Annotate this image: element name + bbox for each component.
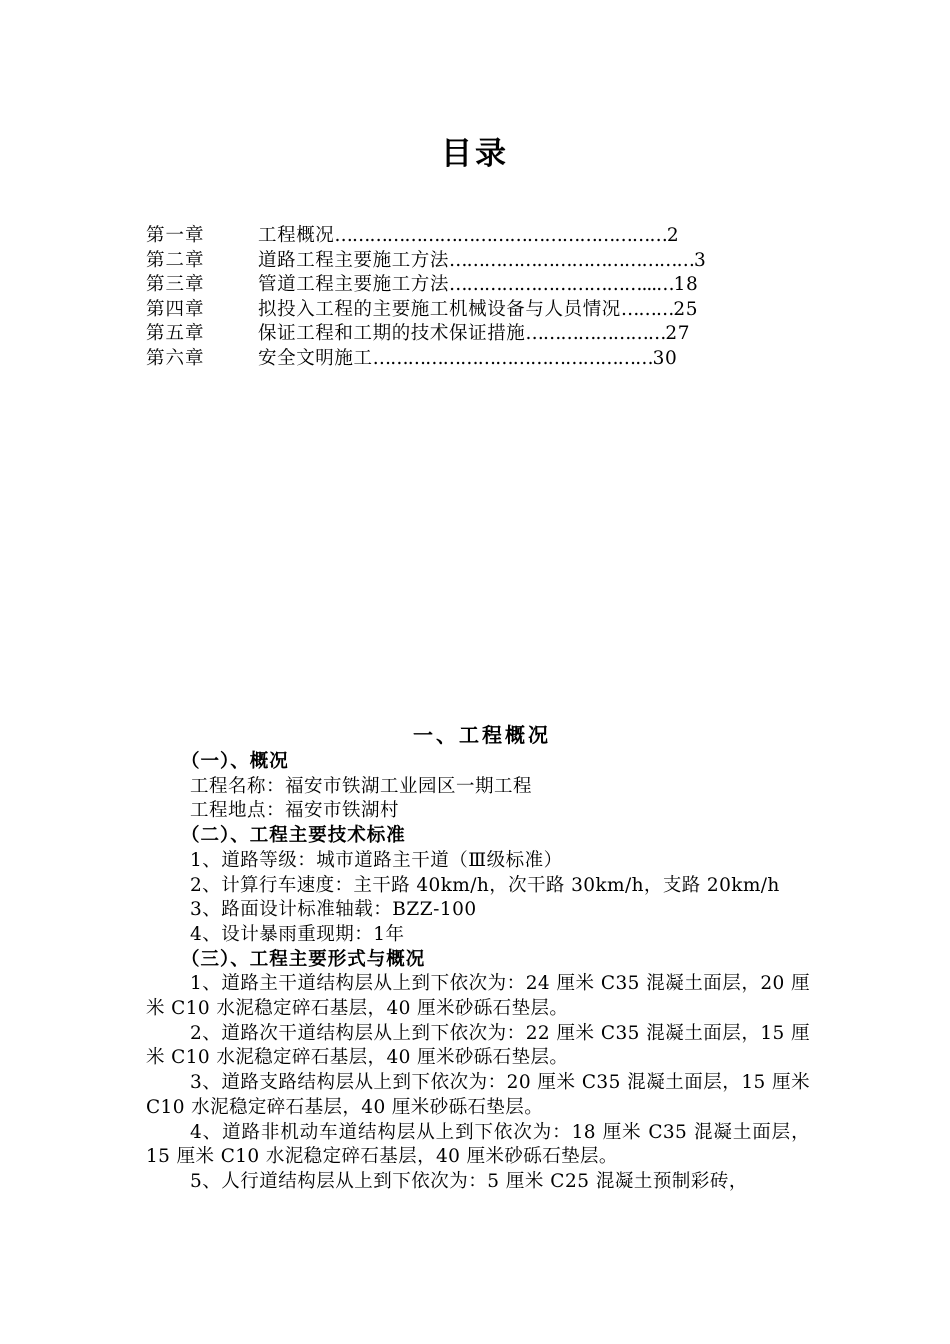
toc-page-number: 30: [652, 347, 678, 369]
structure-item: 2、道路次干道结构层从上到下依次为：22 厘米 C35 混凝土面层，15 厘米 C10 水泥稳定碎石基层，40 厘米砂砾石垫层。: [146, 1022, 810, 1069]
table-of-contents: [146, 224, 806, 372]
toc-page-number: 25: [673, 298, 699, 320]
toc-chapter-label: 第四章: [146, 298, 205, 320]
toc-entry-title: 道路工程主要施工方法: [258, 249, 450, 271]
toc-leader-dots: …………………………………………: [372, 347, 653, 369]
toc-entry[interactable]: [146, 322, 806, 347]
project-location: 工程地点：福安市铁湖村: [190, 800, 400, 822]
toc-entry[interactable]: [146, 347, 806, 372]
toc-entry-title: 保证工程和工期的技术保证措施: [258, 323, 526, 345]
standard-item: 4、设计暴雨重现期：1年: [190, 923, 405, 945]
toc-leader-dots: ……………………: [525, 323, 666, 345]
project-name: 工程名称：福安市铁湖工业园区一期工程: [190, 775, 533, 797]
toc-entry-title: 安全文明施工: [258, 347, 373, 369]
toc-page-number: 2: [666, 225, 680, 246]
toc-chapter-label: 第五章: [146, 323, 205, 345]
subsection-heading: （二）、工程主要技术标准: [181, 825, 406, 847]
toc-leader-dots: ………: [620, 298, 674, 320]
subsection-heading: （一）、概况: [181, 751, 289, 772]
toc-leader-dots: …………………………………………………: [334, 225, 667, 246]
structure-item: 3、道路支路结构层从上到下依次为：20 厘米 C35 混凝土面层，15 厘米 C10 水泥稳定碎石基层，40 厘米砂砾石垫层。: [146, 1072, 810, 1118]
toc-chapter-label: 第二章: [146, 249, 205, 271]
structure-item: 1、道路主干道结构层从上到下依次为：24 厘米 C35 混凝土面层，20 厘米 C10 水泥稳定碎石基层，40 厘米砂砾石垫层。: [146, 973, 810, 1020]
toc-page-number: 3: [694, 249, 707, 271]
toc-entry-title: 管道工程主要施工方法: [258, 274, 450, 296]
toc-title: 目录: [441, 136, 509, 172]
section-project-overview: [146, 720, 810, 1195]
toc-chapter-label: 第六章: [146, 347, 205, 369]
toc-page-number: 18: [673, 274, 699, 296]
standard-item: 2、计算行车速度：主干路 40km/h，次干路 30km/h，支路 20km/h: [190, 874, 780, 896]
structure-item: 4、道路非机动车道结构层从上到下依次为：18 厘米 C35 混凝土面层，15 厘米 C10 水泥稳定碎石基层，40 厘米砂砾石垫层。: [146, 1121, 810, 1168]
toc-entry[interactable]: [146, 298, 806, 323]
toc-page-number: 27: [665, 323, 691, 345]
toc-entry-title: 工程概况: [258, 225, 335, 246]
toc-chapter-label: 第一章: [146, 225, 205, 246]
subsection-heading: （三）、工程主要形式与概况: [181, 948, 426, 970]
toc-entry[interactable]: [146, 224, 806, 249]
structure-item: 5、人行道结构层从上到下依次为：5 厘米 C25 混凝土预制彩砖，: [190, 1170, 748, 1192]
toc-leader-dots: ……………………………...…: [449, 274, 674, 296]
toc-entry[interactable]: [146, 249, 806, 274]
standard-item: 3、路面设计标准轴载：BZZ-100: [190, 899, 477, 921]
section-title: 一、工程概况: [413, 723, 551, 747]
toc-entry-title: 拟投入工程的主要施工机械设备与人员情况: [258, 298, 621, 320]
toc-entry[interactable]: [146, 273, 806, 298]
standard-item: 1、道路等级：城市道路主干道（Ⅲ级标准）: [190, 849, 563, 871]
toc-leader-dots: ……………………………………: [449, 249, 695, 271]
toc-chapter-label: 第三章: [146, 274, 205, 296]
